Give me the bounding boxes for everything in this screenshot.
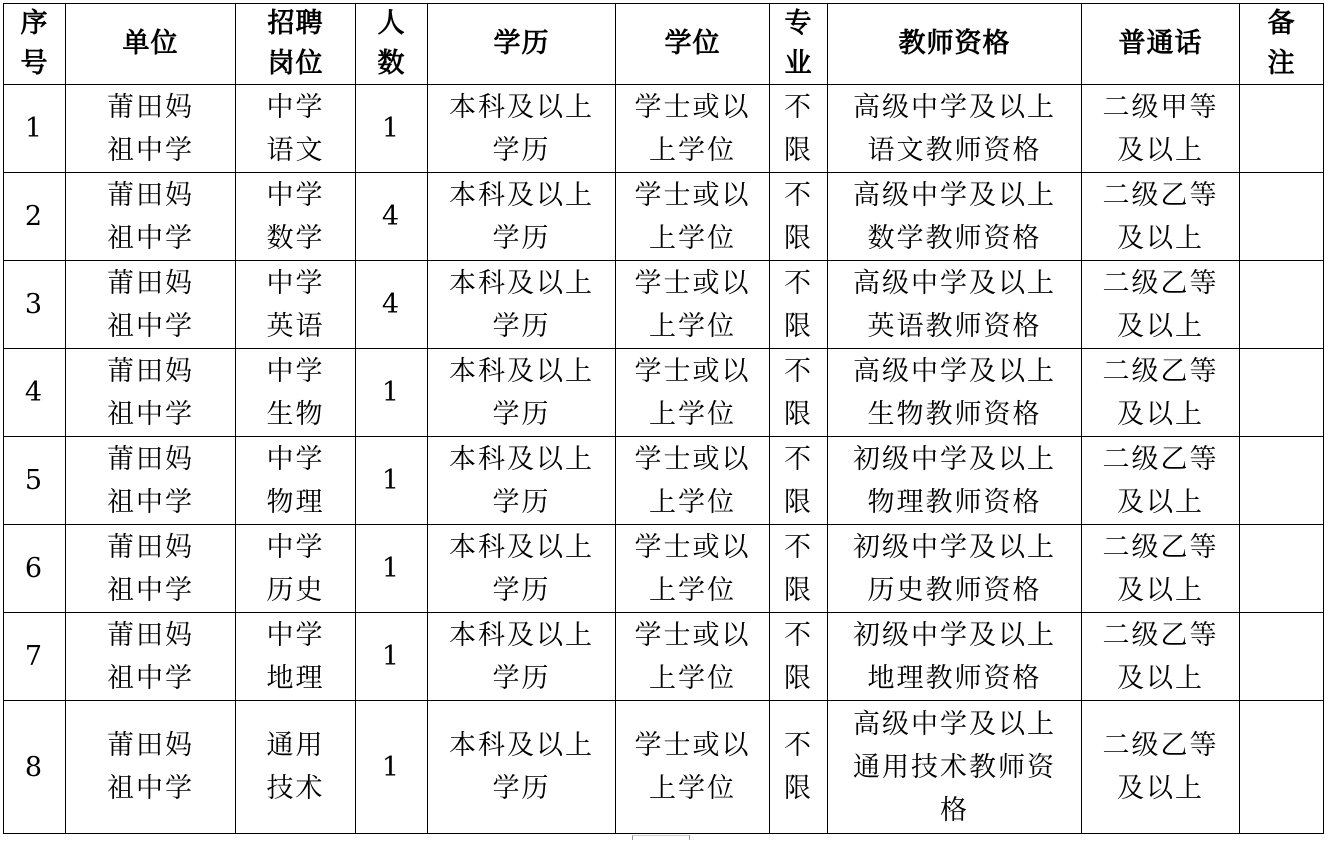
education-text: 本科及以上学历 (449, 443, 594, 518)
position-text: 中学历史 (266, 531, 325, 606)
cell-unit (66, 701, 236, 834)
count-text: 1 (381, 553, 402, 584)
education-text: 本科及以上学历 (449, 355, 594, 430)
cell-major (770, 525, 828, 613)
header-count: 人数 (356, 4, 428, 85)
unit-text: 莆田妈祖中学 (107, 619, 194, 694)
degree-text: 学士或以上学位 (634, 443, 751, 518)
cell-remarks (1240, 349, 1324, 437)
cell-teacher-cert (828, 349, 1082, 437)
position-text: 通用技术 (266, 730, 325, 804)
header-position: 招聘岗位 (236, 4, 356, 85)
cell-degree (616, 85, 770, 173)
position-text: 中学英语 (266, 267, 325, 342)
major-text: 不限 (784, 443, 813, 518)
cell-mandarin (1082, 261, 1240, 349)
cell-degree (616, 525, 770, 613)
cell-mandarin (1082, 349, 1240, 437)
teacher-cert-text: 高级中学及以上生物教师资格 (853, 355, 1056, 430)
cell-no (4, 437, 66, 525)
mandarin-text: 二级乙等及以上 (1102, 355, 1219, 430)
cell-position (236, 261, 356, 349)
major-text: 不限 (784, 91, 813, 166)
unit-text: 莆田妈祖中学 (107, 730, 194, 804)
teacher-cert-text: 高级中学及以上通用技术教师资格 (853, 708, 1056, 826)
cell-position (236, 701, 356, 834)
table-row (4, 613, 1324, 701)
mandarin-text: 二级乙等及以上 (1102, 179, 1219, 254)
education-text: 本科及以上学历 (449, 179, 594, 254)
major-text: 不限 (784, 355, 813, 430)
cell-unit (66, 613, 236, 701)
degree-text: 学士或以上学位 (634, 730, 751, 804)
no-text: 8 (24, 751, 45, 783)
cell-major (770, 701, 828, 834)
mandarin-text: 二级乙等及以上 (1102, 730, 1219, 804)
cell-remarks (1240, 173, 1324, 261)
cell-major (770, 261, 828, 349)
cell-mandarin (1082, 613, 1240, 701)
table-row (4, 173, 1324, 261)
cell-major (770, 437, 828, 525)
cell-no (4, 349, 66, 437)
no-text: 4 (24, 377, 45, 408)
count-text: 1 (381, 377, 402, 408)
cell-major (770, 613, 828, 701)
cell-no (4, 173, 66, 261)
major-text: 不限 (784, 267, 813, 342)
major-text: 不限 (784, 179, 813, 254)
cell-position (236, 349, 356, 437)
no-text: 2 (24, 201, 45, 232)
degree-text: 学士或以上学位 (634, 531, 751, 606)
teacher-cert-text: 初级中学及以上地理教师资格 (853, 619, 1056, 694)
cell-position (236, 173, 356, 261)
cell-education (428, 437, 616, 525)
cell-remarks (1240, 701, 1324, 834)
position-text: 中学地理 (266, 619, 325, 694)
position-text: 中学物理 (266, 443, 325, 518)
teacher-cert-text: 高级中学及以上英语教师资格 (853, 267, 1056, 342)
cell-teacher-cert (828, 437, 1082, 525)
cell-education (428, 261, 616, 349)
position-text: 中学数学 (266, 179, 325, 254)
cell-unit (66, 437, 236, 525)
education-text: 本科及以上学历 (449, 531, 594, 606)
header-no: 序号 (4, 4, 66, 85)
cell-teacher-cert (828, 173, 1082, 261)
cell-degree (616, 613, 770, 701)
count-text: 4 (381, 201, 402, 232)
mandarin-text: 二级乙等及以上 (1102, 443, 1219, 518)
cell-degree (616, 173, 770, 261)
no-text: 6 (24, 553, 45, 584)
cell-no (4, 613, 66, 701)
cell-unit (66, 525, 236, 613)
cell-education (428, 701, 616, 834)
header-major: 专业 (770, 4, 828, 85)
cell-mandarin (1082, 173, 1240, 261)
recruitment-table (3, 3, 1324, 834)
teacher-cert-text: 初级中学及以上物理教师资格 (853, 443, 1056, 518)
no-text: 1 (24, 113, 45, 144)
table-row (4, 437, 1324, 525)
cell-count (356, 349, 428, 437)
cell-education (428, 85, 616, 173)
unit-text: 莆田妈祖中学 (107, 443, 194, 518)
degree-text: 学士或以上学位 (634, 91, 751, 166)
cell-degree (616, 349, 770, 437)
count-text: 1 (381, 465, 402, 496)
cell-unit (66, 261, 236, 349)
cell-position (236, 525, 356, 613)
major-text: 不限 (784, 619, 813, 694)
cell-education (428, 173, 616, 261)
cell-count (356, 701, 428, 834)
degree-text: 学士或以上学位 (634, 267, 751, 342)
cell-mandarin (1082, 701, 1240, 834)
cell-major (770, 85, 828, 173)
major-text: 不限 (784, 531, 813, 606)
cell-teacher-cert (828, 525, 1082, 613)
cell-degree (616, 437, 770, 525)
count-text: 1 (381, 641, 402, 672)
cell-education (428, 349, 616, 437)
cell-remarks (1240, 85, 1324, 173)
degree-text: 学士或以上学位 (634, 619, 751, 694)
cell-education (428, 613, 616, 701)
cell-mandarin (1082, 437, 1240, 525)
teacher-cert-text: 初级中学及以上历史教师资格 (853, 531, 1056, 606)
cell-remarks (1240, 525, 1324, 613)
teacher-cert-text: 高级中学及以上语文教师资格 (853, 91, 1056, 166)
degree-text: 学士或以上学位 (634, 355, 751, 430)
cell-count (356, 85, 428, 173)
cell-degree (616, 261, 770, 349)
education-text: 本科及以上学历 (449, 619, 594, 694)
cell-no (4, 261, 66, 349)
cell-teacher-cert (828, 85, 1082, 173)
cell-teacher-cert (828, 613, 1082, 701)
mandarin-text: 二级乙等及以上 (1102, 619, 1219, 694)
unit-text: 莆田妈祖中学 (107, 179, 194, 254)
cell-mandarin (1082, 85, 1240, 173)
cell-unit (66, 173, 236, 261)
no-text: 3 (24, 289, 45, 320)
degree-text: 学士或以上学位 (634, 179, 751, 254)
cell-unit (66, 349, 236, 437)
cell-remarks (1240, 261, 1324, 349)
header-mandarin: 普通话 (1082, 4, 1240, 85)
cell-count (356, 437, 428, 525)
cell-education (428, 525, 616, 613)
cell-major (770, 349, 828, 437)
table-row (4, 525, 1324, 613)
cell-degree (616, 701, 770, 834)
table-row (4, 261, 1324, 349)
mandarin-text: 二级甲等及以上 (1102, 91, 1219, 166)
table-row (4, 85, 1324, 173)
education-text: 本科及以上学历 (449, 267, 594, 342)
cell-major (770, 173, 828, 261)
cell-unit (66, 85, 236, 173)
cell-remarks (1240, 437, 1324, 525)
count-text: 1 (381, 751, 402, 783)
cell-no (4, 85, 66, 173)
no-text: 7 (24, 641, 45, 672)
cell-mandarin (1082, 525, 1240, 613)
unit-text: 莆田妈祖中学 (107, 267, 194, 342)
cell-position (236, 613, 356, 701)
cell-teacher-cert (828, 261, 1082, 349)
major-text: 不限 (784, 730, 813, 804)
table-row (4, 701, 1324, 834)
education-text: 本科及以上学历 (449, 91, 594, 166)
unit-text: 莆田妈祖中学 (107, 355, 194, 430)
cell-position (236, 437, 356, 525)
cell-teacher-cert (828, 701, 1082, 834)
page-edge-mark (632, 835, 690, 840)
table-header-row (4, 4, 1324, 85)
position-text: 中学语文 (266, 91, 325, 166)
cell-remarks (1240, 613, 1324, 701)
header-remarks: 备注 (1240, 4, 1324, 85)
mandarin-text: 二级乙等及以上 (1102, 531, 1219, 606)
education-text: 本科及以上学历 (449, 730, 594, 804)
header-degree: 学位 (616, 4, 770, 85)
cell-no (4, 525, 66, 613)
header-teacher-cert: 教师资格 (828, 4, 1082, 85)
count-text: 4 (381, 289, 402, 320)
mandarin-text: 二级乙等及以上 (1102, 267, 1219, 342)
cell-no (4, 701, 66, 834)
unit-text: 莆田妈祖中学 (107, 531, 194, 606)
cell-count (356, 261, 428, 349)
table-row (4, 349, 1324, 437)
header-unit: 单位 (66, 4, 236, 85)
teacher-cert-text: 高级中学及以上数学教师资格 (853, 179, 1056, 254)
cell-count (356, 613, 428, 701)
no-text: 5 (24, 465, 45, 496)
count-text: 1 (381, 113, 402, 144)
unit-text: 莆田妈祖中学 (107, 91, 194, 166)
cell-position (236, 85, 356, 173)
cell-count (356, 525, 428, 613)
header-education: 学历 (428, 4, 616, 85)
position-text: 中学生物 (266, 355, 325, 430)
cell-count (356, 173, 428, 261)
